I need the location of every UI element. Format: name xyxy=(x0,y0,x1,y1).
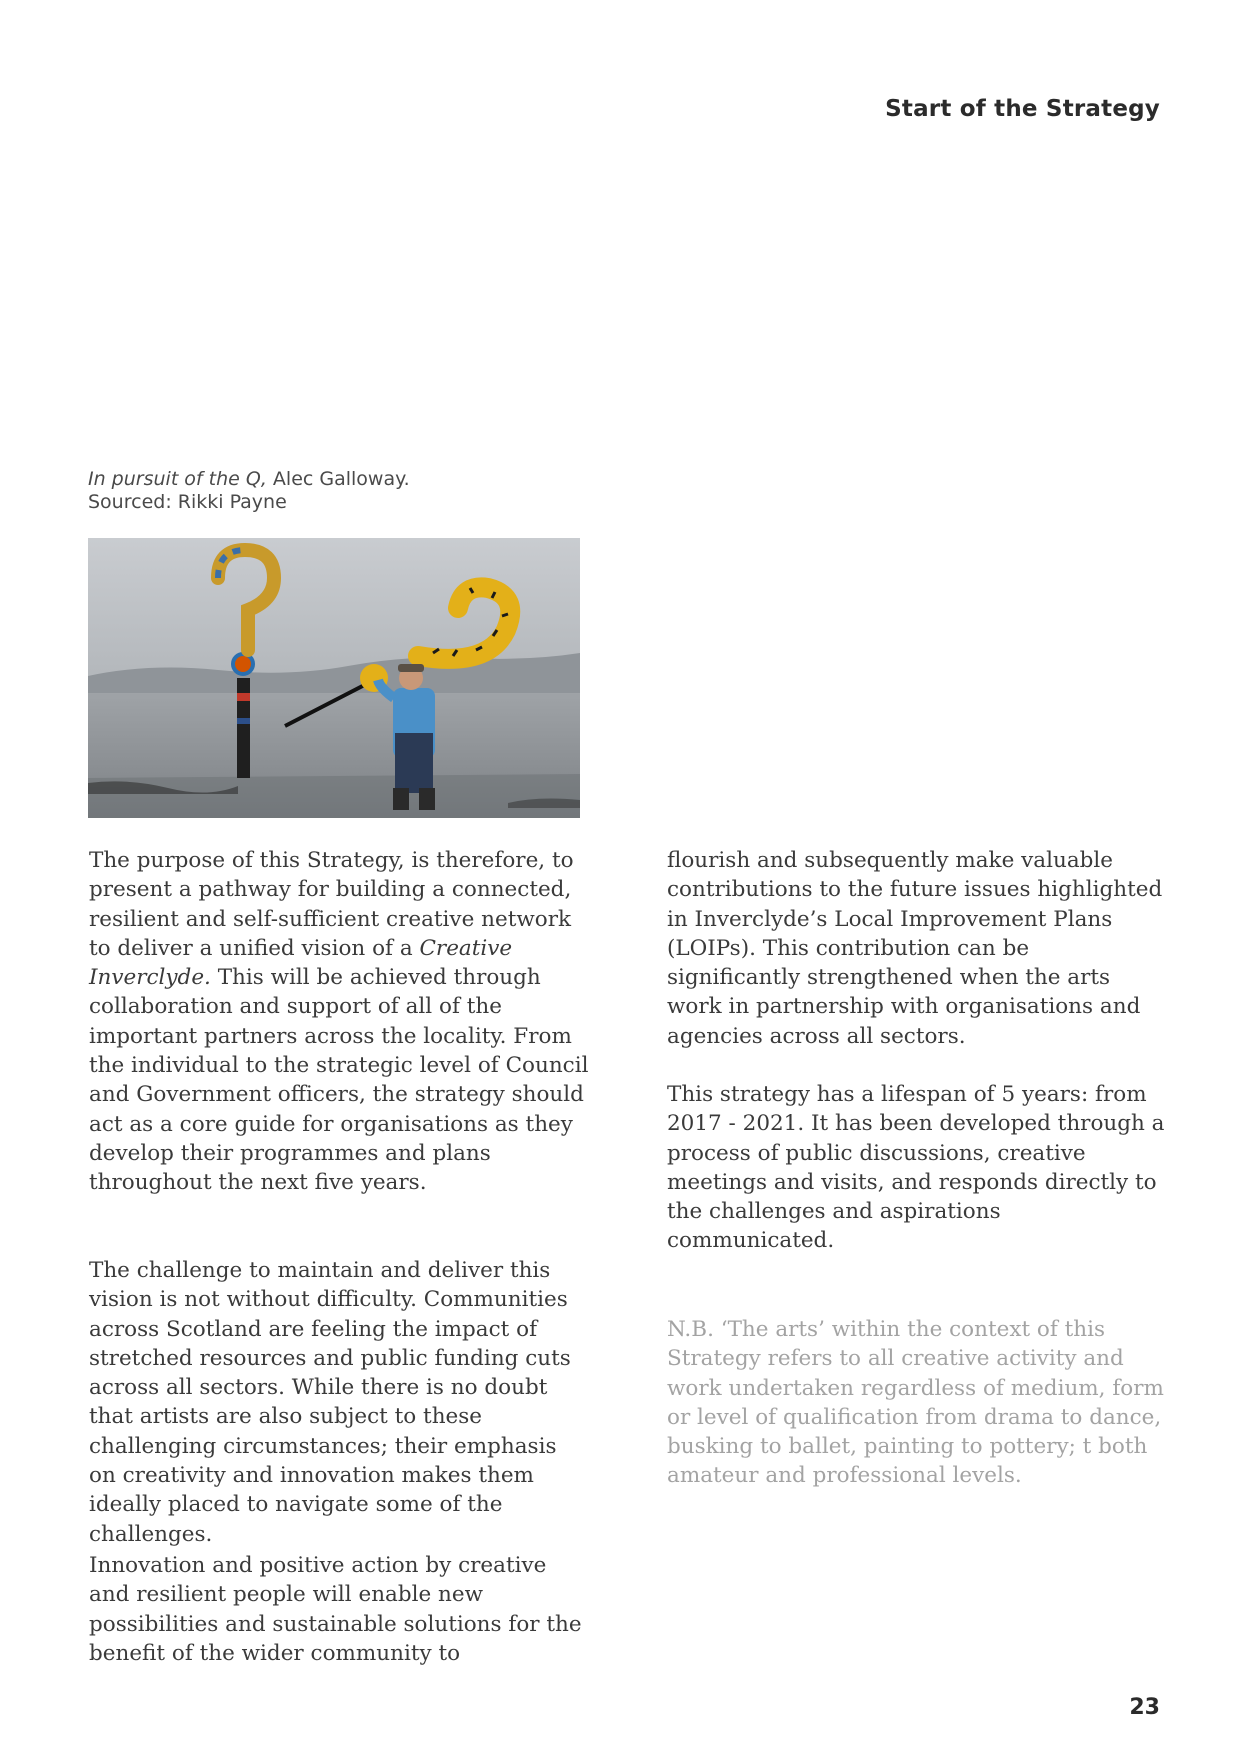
artwork-photo xyxy=(88,538,580,818)
paragraph-challenge xyxy=(89,1256,589,1549)
challenge-text: The challenge to maintain and deliver this vision is not without difficulty. Communities across Scotland are feeling the impact of stretched resources and public funding cuts across all sectors. While there is no doubt that artists are also subject to these challenging circumstances; their emphasis on creativity and innovation makes them ideally placed to navigate some of the challenges. xyxy=(89,1258,571,1547)
section-title: Start of the Strategy xyxy=(885,96,1160,122)
note-text: N.B. ‘The arts’ within the context of this Strategy refers to all creative activity and work undertaken regardless of medium, form or level of qualification from drama to dance, busking to ballet, painting to pottery; t both amateur and professional levels. xyxy=(667,1317,1164,1489)
creative-inverclyde-emphasis: Creative Inverclyde. xyxy=(89,935,513,991)
caption-artist: Alec Galloway. xyxy=(266,468,410,490)
innovation-text: Innovation and positive action by creative and resilient people will enable new possibilities and sustainable solutions for the benefit of the wider community to xyxy=(89,1553,582,1666)
paragraph-innovation xyxy=(89,1551,589,1668)
note-the-arts xyxy=(667,1315,1167,1491)
page-number: 23 xyxy=(1129,1695,1160,1720)
paragraph-lifespan xyxy=(667,1080,1167,1256)
caption-source: Sourced: Rikki Payne xyxy=(88,491,287,513)
purpose-text-start: The purpose of this Strategy, is therefore, to present a pathway for building a connected, resilient and self-sufficient creative network to deliver a unified vision of a xyxy=(89,848,574,961)
purpose-text-end: This will be achieved through collaboration and support of all of the important partners across the locality. From the individual to the strategic level of Council and Government officers, the strategy should act as a core guide for organisations as they develop their programmes and plans throughout the next five years. xyxy=(89,965,589,1196)
caption-line-1 xyxy=(88,468,568,491)
image-caption xyxy=(88,468,568,514)
lifespan-text: This strategy has a lifespan of 5 years: from 2017 - 2021. It has been developed through a process of public discussions, creative meetings and visits, and responds directly to the challenges and aspirations communicated. xyxy=(667,1082,1165,1254)
caption-artwork-title: In pursuit of the Q, xyxy=(88,468,267,490)
paragraph-purpose xyxy=(89,846,589,1198)
flourish-text: flourish and subsequently make valuable contributions to the future issues highlighted in Inverclyde’s Local Improvement Plans (LOIPs). This contribution can be significantly strengthened when the arts work in partnership with organisations and agencies across all sectors. xyxy=(667,848,1163,1049)
paragraph-flourish xyxy=(667,846,1167,1051)
